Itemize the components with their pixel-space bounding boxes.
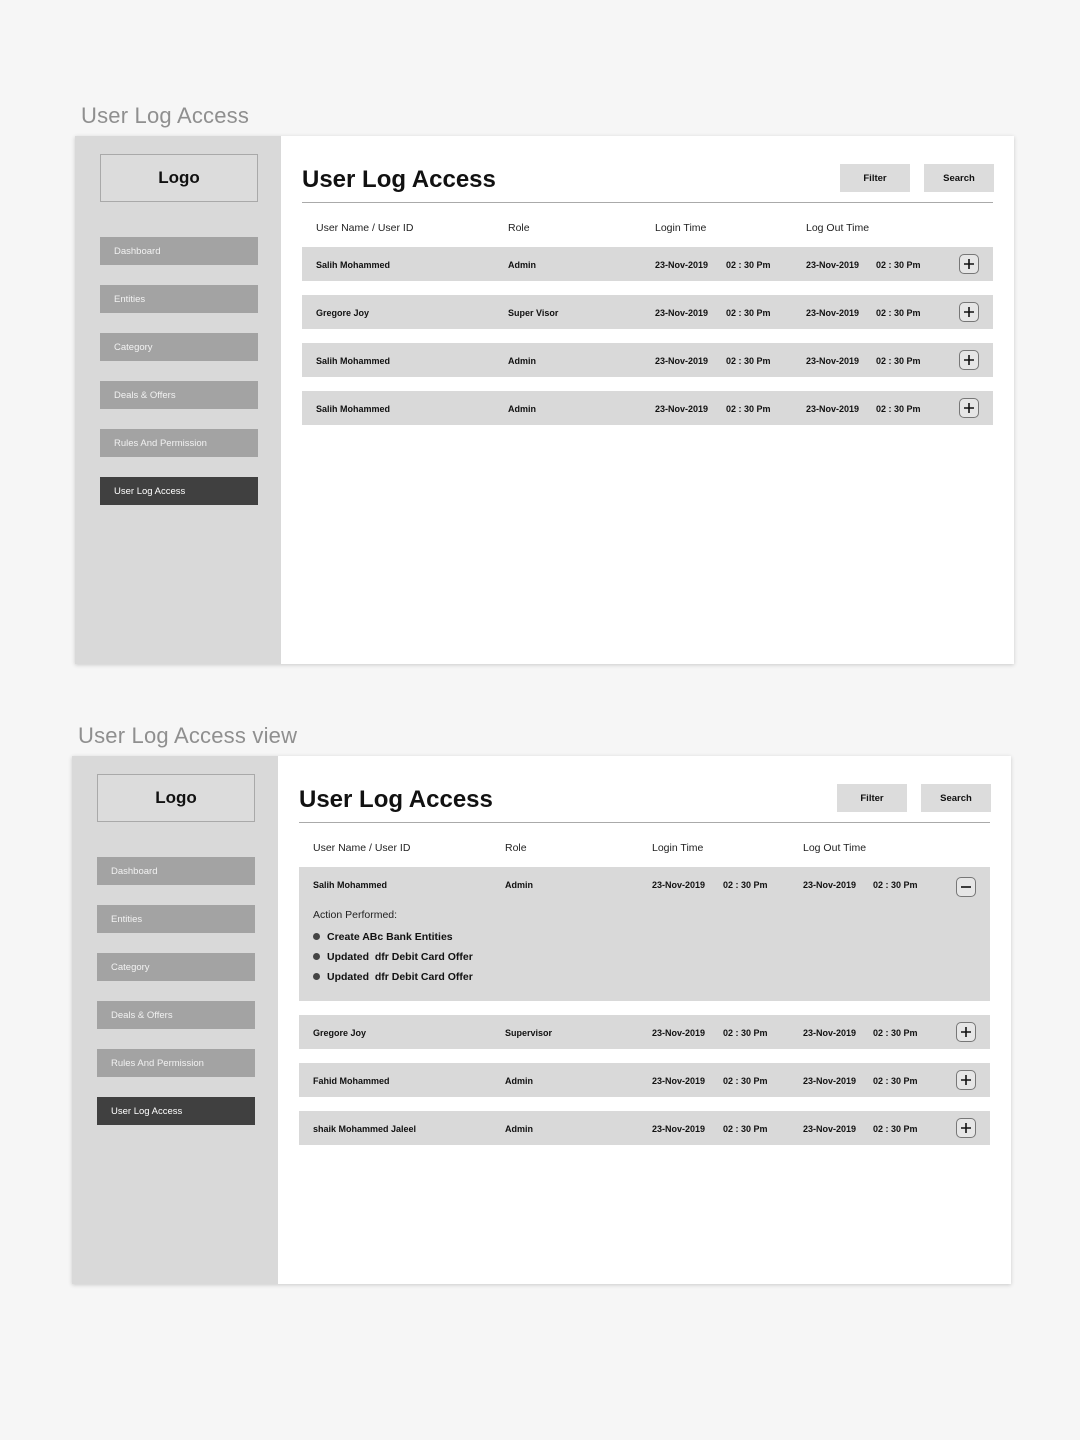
sidebar-item-category[interactable]: Category <box>100 333 258 361</box>
cell-logout-time: 02 : 30 Pm <box>873 1076 918 1086</box>
cell-logout-time: 02 : 30 Pm <box>876 260 921 270</box>
logo[interactable]: Logo <box>100 154 258 202</box>
sidebar-item-dashboard[interactable]: Dashboard <box>97 857 255 885</box>
sidebar-nav <box>100 237 258 525</box>
table-row[interactable] <box>302 391 993 425</box>
action-performed-label: Action Performed: <box>313 909 398 921</box>
column-header-role: Role <box>505 842 527 854</box>
cell-login-time: 02 : 30 Pm <box>726 308 771 318</box>
cell-logout-time: 02 : 30 Pm <box>876 356 921 366</box>
action-text: Updated dfr Debit Card Offer <box>327 950 473 963</box>
sidebar-item-user-log-access[interactable]: User Log Access <box>100 477 258 505</box>
log-table <box>302 247 993 439</box>
cell-name: Salih Mohammed <box>313 880 388 890</box>
sidebar <box>75 136 281 664</box>
sidebar <box>72 756 278 1284</box>
cell-login-time: 02 : 30 Pm <box>723 880 768 890</box>
minus-icon <box>957 878 975 896</box>
main-panel <box>281 136 1014 664</box>
table-row[interactable] <box>302 295 993 329</box>
user-log-access-frame <box>75 136 1014 664</box>
cell-login-time: 02 : 30 Pm <box>723 1028 768 1038</box>
cell-logout-date: 23-Nov-2019 <box>803 1076 857 1086</box>
page-title: User Log Access <box>299 786 493 813</box>
cell-role: Super Visor <box>508 308 559 318</box>
action-details <box>313 909 473 990</box>
bullet-icon <box>313 973 320 980</box>
plus-icon <box>960 255 978 273</box>
column-header-role: Role <box>508 222 530 234</box>
divider <box>299 822 990 823</box>
cell-logout-date: 23-Nov-2019 <box>803 1124 857 1134</box>
cell-logout-date: 23-Nov-2019 <box>803 880 857 890</box>
cell-login-time: 02 : 30 Pm <box>723 1076 768 1086</box>
cell-login-time: 02 : 30 Pm <box>723 1124 768 1134</box>
cell-logout-time: 02 : 30 Pm <box>876 308 921 318</box>
table-row[interactable] <box>302 247 993 281</box>
cell-login-date: 23-Nov-2019 <box>652 880 706 890</box>
cell-login-date: 23-Nov-2019 <box>652 1076 706 1086</box>
sidebar-item-rules-permission[interactable]: Rules And Permission <box>97 1049 255 1077</box>
plus-icon <box>957 1119 975 1137</box>
cell-name: Salih Mohammed <box>316 356 391 366</box>
expand-button[interactable] <box>956 1070 976 1090</box>
cell-login-time: 02 : 30 Pm <box>726 260 771 270</box>
cell-role: Admin <box>508 260 536 270</box>
cell-logout-date: 23-Nov-2019 <box>806 404 860 414</box>
filter-button[interactable]: Filter <box>840 164 910 192</box>
cell-name: shaik Mohammed Jaleel <box>313 1124 417 1134</box>
sidebar-item-rules-permission[interactable]: Rules And Permission <box>100 429 258 457</box>
plus-icon <box>960 351 978 369</box>
cell-logout-time: 02 : 30 Pm <box>873 1124 918 1134</box>
bullet-icon <box>313 953 320 960</box>
table-row[interactable] <box>299 1111 990 1145</box>
column-header-user: User Name / User ID <box>316 222 414 234</box>
plus-icon <box>960 399 978 417</box>
table-row[interactable] <box>299 1063 990 1097</box>
cell-role: Admin <box>508 356 536 366</box>
cell-name: Gregore Joy <box>316 308 370 318</box>
table-row-expanded[interactable] <box>299 867 990 1001</box>
section-heading: User Log Access <box>81 103 250 128</box>
cell-name: Salih Mohammed <box>316 260 391 270</box>
bullet-icon <box>313 933 320 940</box>
plus-icon <box>957 1071 975 1089</box>
expand-button[interactable] <box>959 302 979 322</box>
cell-login-date: 23-Nov-2019 <box>655 308 709 318</box>
cell-name: Salih Mohammed <box>316 404 391 414</box>
expand-button[interactable] <box>959 254 979 274</box>
logo[interactable]: Logo <box>97 774 255 822</box>
cell-logout-date: 23-Nov-2019 <box>806 260 860 270</box>
sidebar-item-user-log-access[interactable]: User Log Access <box>97 1097 255 1125</box>
cell-logout-date: 23-Nov-2019 <box>806 356 860 366</box>
action-item <box>313 970 473 983</box>
table-row[interactable] <box>299 1015 990 1049</box>
collapse-button[interactable] <box>956 877 976 897</box>
expand-button[interactable] <box>956 1022 976 1042</box>
search-button[interactable]: Search <box>921 784 991 812</box>
cell-role: Admin <box>505 1076 533 1086</box>
cell-name: Fahid Mohammed <box>313 1076 390 1086</box>
cell-login-date: 23-Nov-2019 <box>655 356 709 366</box>
action-text: Updated dfr Debit Card Offer <box>327 970 473 983</box>
column-header-login-time: Login Time <box>655 222 707 234</box>
action-item <box>313 950 473 963</box>
expand-button[interactable] <box>959 350 979 370</box>
cell-login-date: 23-Nov-2019 <box>652 1028 706 1038</box>
sidebar-item-entities[interactable]: Entities <box>97 905 255 933</box>
cell-role: Admin <box>505 1124 533 1134</box>
cell-role: Admin <box>505 880 533 890</box>
plus-icon <box>960 303 978 321</box>
cell-login-date: 23-Nov-2019 <box>655 260 709 270</box>
cell-logout-time: 02 : 30 Pm <box>873 880 918 890</box>
sidebar-item-deals-offers[interactable]: Deals & Offers <box>97 1001 255 1029</box>
column-header-user: User Name / User ID <box>313 842 411 854</box>
cell-login-date: 23-Nov-2019 <box>655 404 709 414</box>
action-item <box>313 930 473 943</box>
column-header-logout-time: Log Out Time <box>806 222 870 234</box>
cell-logout-date: 23-Nov-2019 <box>803 1028 857 1038</box>
sidebar-item-dashboard[interactable]: Dashboard <box>100 237 258 265</box>
main-panel <box>278 756 1011 1284</box>
cell-logout-time: 02 : 30 Pm <box>876 404 921 414</box>
cell-role: Admin <box>508 404 536 414</box>
column-header-login-time: Login Time <box>652 842 704 854</box>
sidebar-nav <box>97 857 255 1145</box>
page-title: User Log Access <box>302 166 496 193</box>
user-log-access-view-frame <box>72 756 1011 1284</box>
cell-logout-date: 23-Nov-2019 <box>806 308 860 318</box>
sidebar-item-entities[interactable]: Entities <box>100 285 258 313</box>
cell-logout-time: 02 : 30 Pm <box>873 1028 918 1038</box>
plus-icon <box>957 1023 975 1041</box>
search-button[interactable]: Search <box>924 164 994 192</box>
column-header-logout-time: Log Out Time <box>803 842 867 854</box>
cell-login-time: 02 : 30 Pm <box>726 404 771 414</box>
sidebar-item-deals-offers[interactable]: Deals & Offers <box>100 381 258 409</box>
divider <box>302 202 993 203</box>
cell-name: Gregore Joy <box>313 1028 367 1038</box>
cell-login-date: 23-Nov-2019 <box>652 1124 706 1134</box>
section-heading: User Log Access view <box>78 723 298 748</box>
cell-role: Supervisor <box>505 1028 553 1038</box>
expand-button[interactable] <box>959 398 979 418</box>
log-table <box>299 867 990 1159</box>
table-row[interactable] <box>302 343 993 377</box>
filter-button[interactable]: Filter <box>837 784 907 812</box>
action-text: Create ABc Bank Entities <box>327 930 453 943</box>
sidebar-item-category[interactable]: Category <box>97 953 255 981</box>
cell-login-time: 02 : 30 Pm <box>726 356 771 366</box>
expand-button[interactable] <box>956 1118 976 1138</box>
